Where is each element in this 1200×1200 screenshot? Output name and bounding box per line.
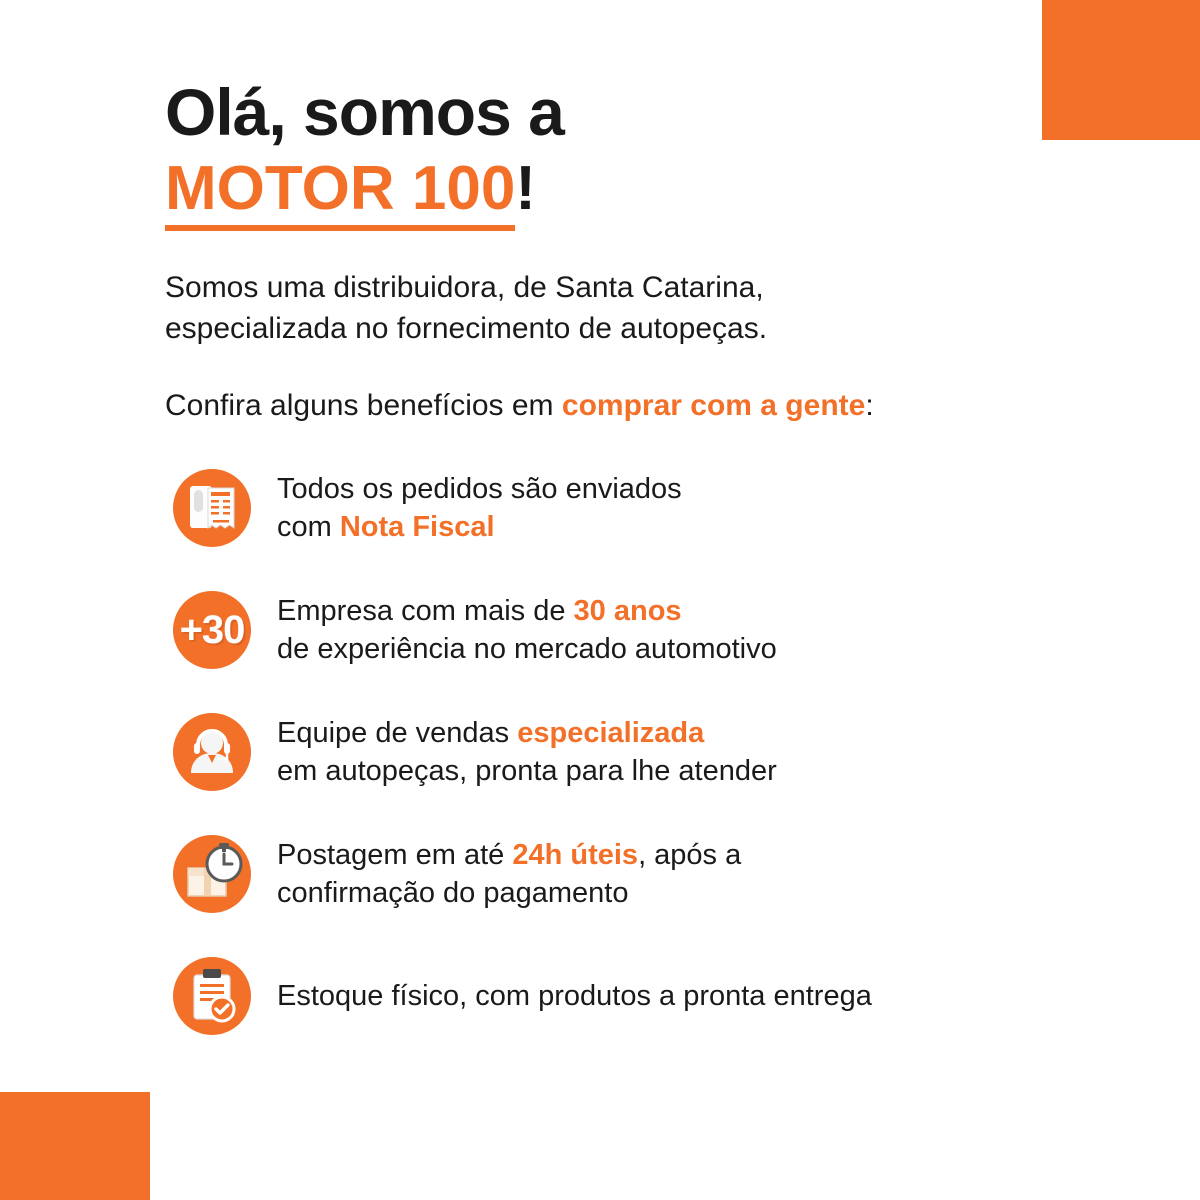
benefit-line1-highlight: 24h úteis	[512, 838, 639, 871]
benefit-line1: Todos os pedidos são enviados	[277, 472, 682, 505]
intro-line1: Somos uma distribuidora, de Santa Catarina,	[165, 270, 764, 304]
content-area	[165, 75, 1085, 1043]
list-item-text	[277, 470, 682, 548]
list-item-text	[277, 592, 777, 670]
benefits-lead-prefix: Confira alguns benefícios em	[165, 389, 562, 423]
page-title-line1: Olá, somos a	[165, 75, 564, 149]
list-item	[165, 583, 1085, 677]
benefit-line1-highlight: especializada	[517, 716, 705, 749]
benefit-line1-prefix: Postagem em até	[277, 838, 513, 871]
benefit-line2	[277, 508, 682, 547]
benefit-line1-suffix: , após a	[638, 838, 742, 871]
decorative-corner-bottom-left	[0, 1092, 150, 1200]
intro-line2: especializada no fornecimento de autopeças.	[165, 311, 768, 345]
brand-name: MOTOR 100	[165, 154, 515, 231]
benefit-line1-prefix: Empresa com mais de	[277, 594, 574, 627]
benefit-line1-prefix: Equipe de vendas	[277, 716, 518, 749]
list-item	[165, 461, 1085, 555]
benefit-line1-highlight: 30 anos	[573, 594, 682, 627]
plus-30-badge-icon	[165, 583, 259, 677]
benefits-lead-suffix: :	[865, 389, 874, 423]
benefits-lead-highlight: comprar com a gente	[561, 389, 866, 423]
benefits-lead	[165, 389, 1085, 423]
benefit-line2-highlight: Nota Fiscal	[339, 511, 495, 544]
list-item	[165, 827, 1085, 921]
receipt-icon	[165, 461, 259, 555]
package-stopwatch-glyph	[176, 838, 248, 910]
benefit-line1: Estoque físico, com produtos a pronta entrega	[277, 979, 872, 1012]
benefit-line1	[277, 836, 741, 875]
page-title-line2	[165, 153, 1085, 224]
benefit-line2: em autopeças, pronta para lhe atender	[277, 755, 777, 788]
benefit-line1	[277, 592, 777, 631]
benefit-list	[165, 461, 1085, 1043]
list-item-text	[277, 714, 777, 792]
list-item-text	[277, 836, 741, 914]
benefit-line2: confirmação do pagamento	[277, 877, 629, 910]
intro-paragraph	[165, 267, 1085, 350]
brand-exclamation: !	[515, 154, 536, 224]
list-item	[165, 949, 1085, 1043]
clipboard-check-icon	[165, 949, 259, 1043]
list-item-text	[277, 977, 872, 1016]
clipboard-check-glyph	[181, 965, 243, 1027]
benefit-line2: de experiência no mercado automotivo	[277, 633, 777, 666]
headset-agent-icon	[165, 705, 259, 799]
receipt-glyph	[180, 476, 244, 540]
benefit-line1	[277, 714, 777, 753]
badge-30-label: +30	[179, 608, 245, 653]
headset-agent-glyph	[181, 721, 243, 783]
package-stopwatch-icon	[165, 827, 259, 921]
benefit-line2-prefix: com	[277, 511, 340, 544]
list-item	[165, 705, 1085, 799]
